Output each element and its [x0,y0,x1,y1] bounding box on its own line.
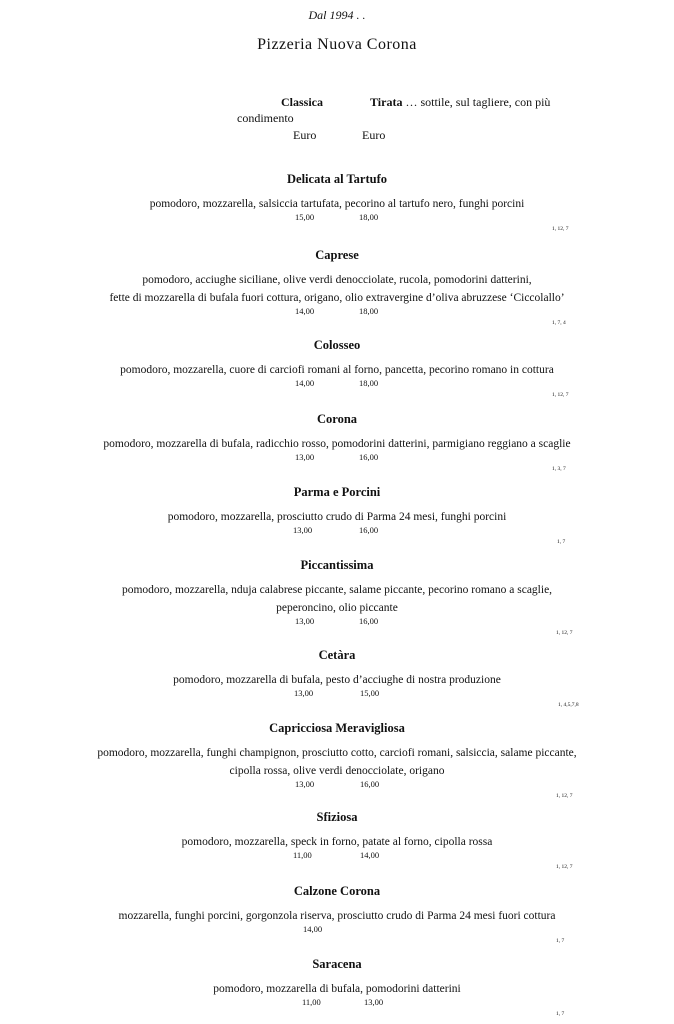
pizza-ingredients: pomodoro, mozzarella, prosciutto crudo di Parma 24 mesi, funghi porcini [167,511,507,523]
price-tirata: 15,00 [360,688,380,698]
since-tagline: Dal 1994 . . [308,8,366,22]
price-tirata: 16,00 [359,616,379,626]
pizza-name: Delicata al Tartufo [287,172,387,186]
price-classica: 14,00 [303,924,323,934]
pizza-name: Caprese [315,248,359,262]
pizza-name: Sfiziosa [316,810,358,824]
allergen-codes: 1, 7 [556,1011,565,1017]
price-classica: 13,00 [294,688,314,698]
pizza-name: Parma e Porcini [293,485,381,499]
pizza-ingredients: pomodoro, mozzarella di bufala, radicchio rosso, pomodorini datterini, parmigiano reggiano a scaglie [103,438,571,450]
pizza-name: Saracena [312,957,362,971]
allergen-codes: 1, 7 [556,938,565,944]
pizza-ingredients: pomodoro, mozzarella, salsiccia tartufata, pecorino al tartufo nero, funghi porcini [149,198,525,210]
currency-label-classica: Euro [293,128,317,142]
column-header-classica: Classica [281,95,323,109]
price-tirata: 16,00 [360,779,380,789]
price-classica: 13,00 [295,452,315,462]
pizza-name: Piccantissima [300,558,374,572]
price-classica: 11,00 [293,850,312,860]
pizza-ingredients: mozzarella, funghi porcini, gorgonzola riserva, prosciutto crudo di Parma 24 mesi fuori cottura [118,910,556,922]
pizza-name: Corona [316,412,358,426]
pizza-ingredients: pomodoro, acciughe siciliane, olive verdi denocciolate, rucola, pomodorini datterini, [142,274,532,286]
pizza-name: Colosseo [313,338,361,352]
price-classica: 13,00 [295,779,315,789]
price-tirata: 18,00 [359,212,379,222]
price-tirata: 14,00 [360,850,380,860]
pizza-name: Capricciosa Meravigliosa [269,721,405,735]
allergen-codes: 1, 12, 7 [556,793,573,799]
currency-label-tirata: Euro [362,128,386,142]
pizza-name: Cetàra [318,648,356,662]
price-classica: 14,00 [295,378,315,388]
pizza-ingredients: peperoncino, olio piccante [276,602,398,614]
price-classica: 13,00 [295,616,315,626]
pizza-ingredients: pomodoro, mozzarella di bufala, pesto d’acciughe di nostra produzione [173,674,501,686]
pizza-ingredients: pomodoro, mozzarella, nduja calabrese piccante, salame piccante, pecorino romano a scaglie, [121,584,553,596]
column-header-tirata-label: Tirata [370,95,403,109]
pizza-ingredients: pomodoro, mozzarella, funghi champignon, prosciutto cotto, carciofi romani, salsiccia, salame piccante, [97,747,577,759]
pizza-ingredients: pomodoro, mozzarella, speck in forno, patate al forno, cipolla rossa [181,836,493,848]
page-title: Pizzeria Nuova Corona [257,36,417,53]
allergen-codes: 1, 3, 7 [552,466,566,472]
price-classica: 13,00 [293,525,313,535]
price-tirata: 16,00 [359,525,379,535]
column-header-tirata [370,95,550,110]
allergen-codes: 1, 7, 4 [552,320,566,326]
allergen-codes: 1, 7 [557,539,566,545]
pizza-ingredients: cipolla rossa, olive verdi denocciolate, origano [229,765,445,777]
price-tirata: 18,00 [359,378,379,388]
allergen-codes: 1, 12, 7 [552,392,569,398]
pizza-ingredients: fette di mozzarella di bufala fuori cottura, origano, olio extravergine d’oliva abruzzese ‘Ciccolallo’ [109,292,565,304]
allergen-codes: 1, 12, 7 [556,630,573,636]
price-classica: 11,00 [302,997,321,1007]
price-classica: 14,00 [295,306,315,316]
price-tirata: 16,00 [359,452,379,462]
pizza-ingredients: pomodoro, mozzarella di bufala, pomodorini datterini [213,983,461,995]
column-header-tirata-description-continued: condimento [237,111,294,125]
pizza-ingredients: pomodoro, mozzarella, cuore di carciofi romani al forno, pancetta, pecorino romano in cottura [120,364,554,376]
price-tirata: 18,00 [359,306,379,316]
allergen-codes: 1, 12, 7 [552,226,569,232]
pizza-name: Calzone Corona [293,884,381,898]
allergen-codes: 1, 12, 7 [556,864,573,870]
price-classica: 15,00 [295,212,315,222]
allergen-codes: 1, 4,5,7,8 [558,702,579,708]
column-header-tirata-description: … sottile, sul tagliere, con più [405,95,551,109]
price-tirata: 13,00 [364,997,384,1007]
